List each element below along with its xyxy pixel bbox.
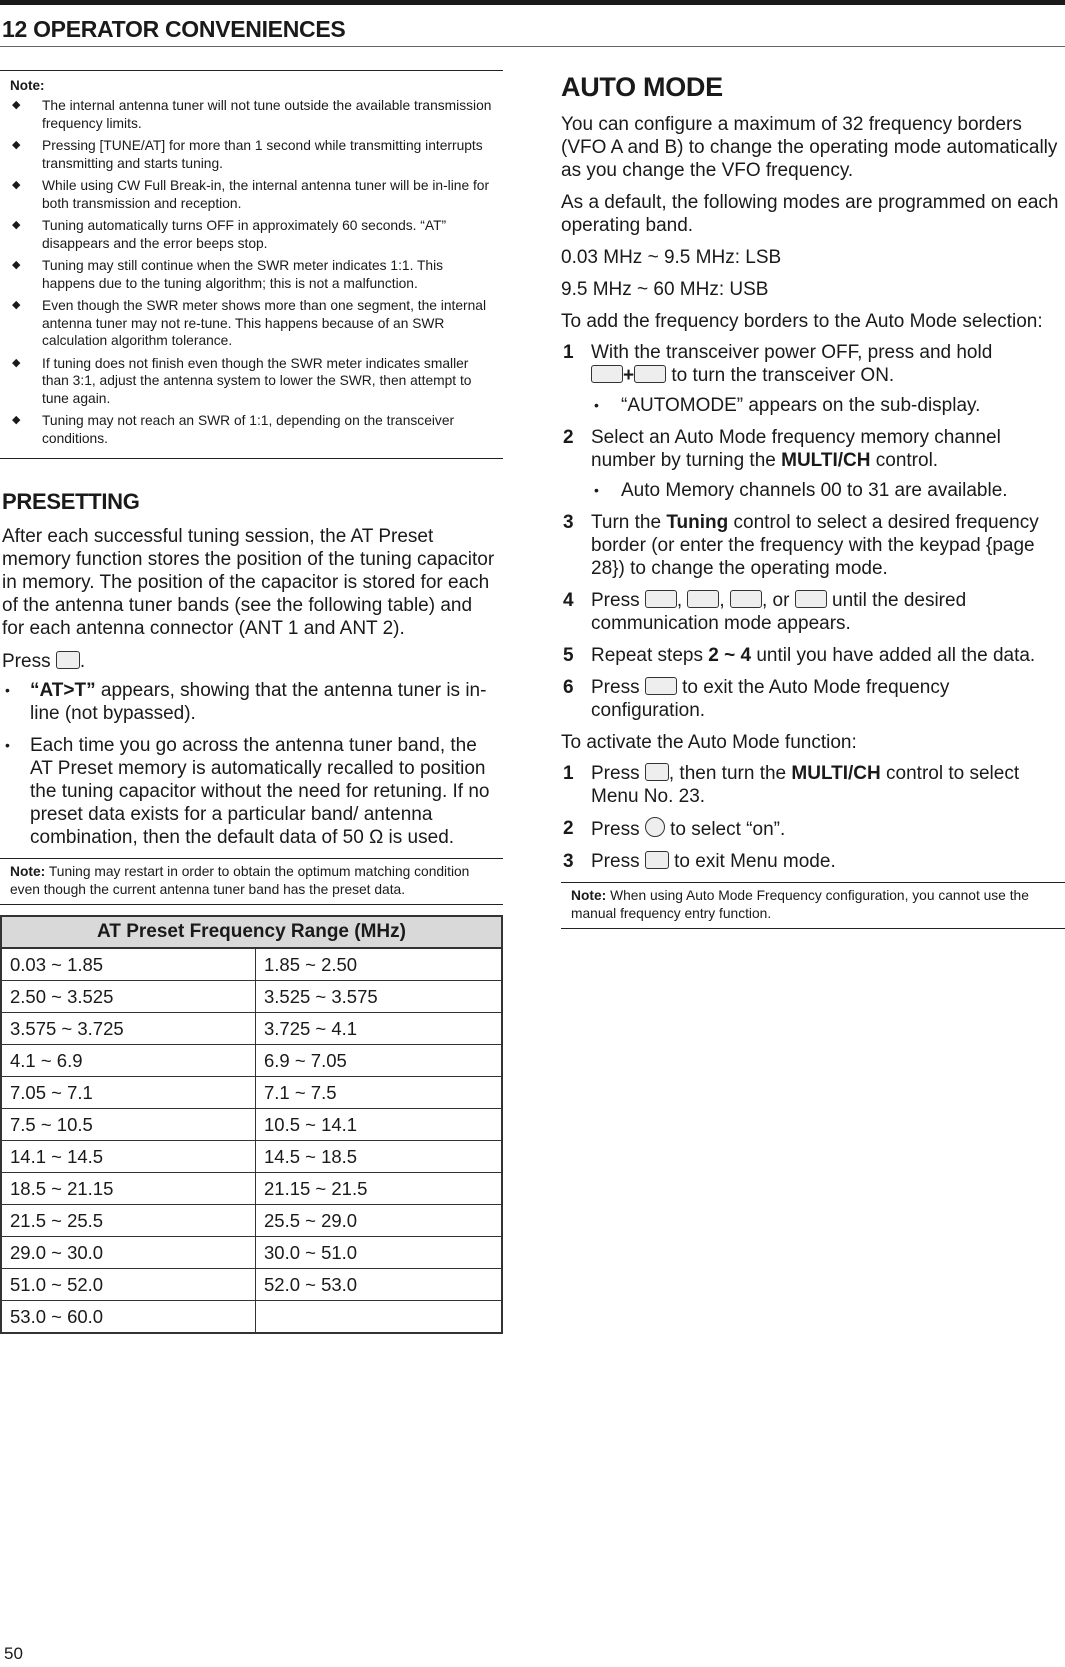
menu-key-icon [645, 851, 669, 869]
table-row: 7.5 ~ 10.5 10.5 ~ 14.1 [1, 1109, 502, 1141]
presetting-bullets [0, 679, 503, 849]
sub-bullet: • Auto Memory channels 00 to 31 are available. [561, 479, 1065, 502]
menu-key-icon [645, 763, 669, 781]
chapter-rule [0, 46, 1065, 47]
note-item: ◆ Tuning may not reach an SWR of 1:1, depending on the transceiver conditions. [0, 412, 503, 447]
left-column [0, 70, 503, 1334]
note-item: ◆ The internal antenna tuner will not tune outside the available transmission frequency limits. [0, 97, 503, 132]
note-item: ◆ If tuning does not finish even though the SWR meter indicates smaller than 3:1, adjust the antenna system to lower the SWR, then attempt to tune again. [0, 355, 503, 408]
tune-at-key-icon [56, 651, 80, 669]
press-tune-line: Press . [2, 651, 86, 672]
bullet-item: • “AT>T” appears, showing that the antenna tuner is in-line (not bypassed). [0, 679, 503, 725]
presetting-note: Note: Tuning may restart in order to obtain the optimum matching condition even though the current antenna tuner band has the preset data. [0, 858, 503, 905]
page-number: 50 [4, 1644, 23, 1663]
step-item: 2 Select an Auto Mode frequency memory channel number by turning the MULTI/CH control. [563, 427, 1001, 471]
auto-mode-p3: To add the frequency borders to the Auto Mode selection: [561, 311, 1043, 332]
table-row: 21.5 ~ 25.5 25.5 ~ 29.0 [1, 1205, 502, 1237]
step-item: 3 Press to exit Menu mode. [563, 851, 836, 872]
lsb-usb-key-icon [645, 590, 677, 608]
step-item: 6 Press to exit the Auto Mode frequency configuration. [563, 677, 950, 721]
step-item: 1 Press , then turn the MULTI/CH control to select Menu No. 23. [563, 763, 1020, 807]
clr-key-icon [645, 677, 677, 695]
sub-bullet: • “AUTOMODE” appears on the sub-display. [561, 394, 1065, 417]
default-usb: 9.5 MHz ~ 60 MHz: USB [561, 279, 769, 300]
auto-mode-heading: AUTO MODE [561, 72, 723, 102]
auto-mode-p2: As a default, the following modes are programmed on each operating band. [561, 192, 1059, 236]
table-row: 3.575 ~ 3.725 3.725 ~ 4.1 [1, 1013, 502, 1045]
auto-mode-p4: To activate the Auto Mode function: [561, 732, 857, 753]
power-key-icon [634, 365, 666, 383]
step-item: 2 Press to select “on”. [563, 818, 786, 840]
step-item: 4 Press , , , or until the desired communication mode appears. [563, 590, 967, 634]
table-row: 7.05 ~ 7.1 7.1 ~ 7.5 [1, 1077, 502, 1109]
default-lsb: 0.03 MHz ~ 9.5 MHz: LSB [561, 247, 782, 268]
up-key-icon [645, 817, 665, 837]
add-borders-steps-3 [561, 511, 1065, 722]
right-column [561, 70, 1065, 929]
table-row: 18.5 ~ 21.15 21.15 ~ 21.5 [1, 1173, 502, 1205]
presetting-intro: After each successful tuning session, the AT Preset memory function stores the position of the tuning capacitor in memory. The position of the capacitor is stored for each of the antenna tuner bands (see the following table) and for each antenna connector (ANT 1 and ANT 2). [2, 526, 495, 639]
top-rule [0, 0, 1065, 5]
auto-mode-p1: You can configure a maximum of 32 frequency borders (VFO A and B) to change the operating mode automatically as you change the VFO frequency. [561, 114, 1058, 181]
table-title: AT Preset Frequency Range (MHz) [1, 916, 502, 948]
table-row: 4.1 ~ 6.9 6.9 ~ 7.05 [1, 1045, 502, 1077]
table-row: 53.0 ~ 60.0 [1, 1301, 502, 1334]
activate-steps [561, 762, 1065, 873]
step-item: 5 Repeat steps 2 ~ 4 until you have added all the data. [563, 645, 1036, 666]
step-item: 3 Turn the Tuning control to select a desired frequency border (or enter the frequency with the keypad {page 28}) to change the operating mode. [563, 512, 1039, 579]
table-row: 14.1 ~ 14.5 14.5 ~ 18.5 [1, 1141, 502, 1173]
step-item: 1 With the transceiver power OFF, press and hold + to turn the transceiver ON. [563, 342, 993, 386]
at-preset-table [0, 915, 503, 1334]
data-key-icon [795, 590, 827, 608]
note-list [0, 97, 503, 447]
note-item: ◆ Tuning automatically turns OFF in approximately 60 seconds. “AT” disappears and the error beeps stop. [0, 217, 503, 252]
note-label: Note: [10, 78, 45, 93]
table-row: 29.0 ~ 30.0 30.0 ~ 51.0 [1, 1237, 502, 1269]
bullet-item: • Each time you go across the antenna tuner band, the AT Preset memory is automatically recalled to position the tuning capacitor without the need for retuning. If no preset data exists for a particular band/ antenna combination, then the default data of 50 Ω is used. [0, 734, 503, 849]
note-item: ◆ Pressing [TUNE/AT] for more than 1 second while transmitting interrupts transmitting and starts tuning. [0, 137, 503, 172]
cw-key-icon [687, 590, 719, 608]
presetting-heading: PRESETTING [2, 489, 140, 514]
lsb-usb-key-icon [591, 365, 623, 383]
note-item: ◆ Tuning may still continue when the SWR meter indicates 1:1. This happens due to the tuning algorithm; this is not a malfunction. [0, 257, 503, 292]
auto-mode-note: Note: When using Auto Mode Frequency configuration, you cannot use the manual frequency entry function. [561, 882, 1065, 929]
chapter-title: 12 OPERATOR CONVENIENCES [2, 16, 346, 42]
note-item: ◆ Even though the SWR meter shows more than one segment, the internal antenna tuner may not re-tune. This happens because of an SWR calculation algorithm tolerance. [0, 297, 503, 350]
add-borders-steps-2 [561, 426, 1065, 472]
table-row: 2.50 ~ 3.525 3.525 ~ 3.575 [1, 981, 502, 1013]
fm-am-key-icon [730, 590, 762, 608]
table-row: 51.0 ~ 52.0 52.0 ~ 53.0 [1, 1269, 502, 1301]
tuner-notes-box [0, 70, 503, 459]
add-borders-steps [561, 341, 1065, 387]
note-item: ◆ While using CW Full Break-in, the internal antenna tuner will be in-line for both transmission and reception. [0, 177, 503, 212]
table-row: 0.03 ~ 1.85 1.85 ~ 2.50 [1, 948, 502, 981]
